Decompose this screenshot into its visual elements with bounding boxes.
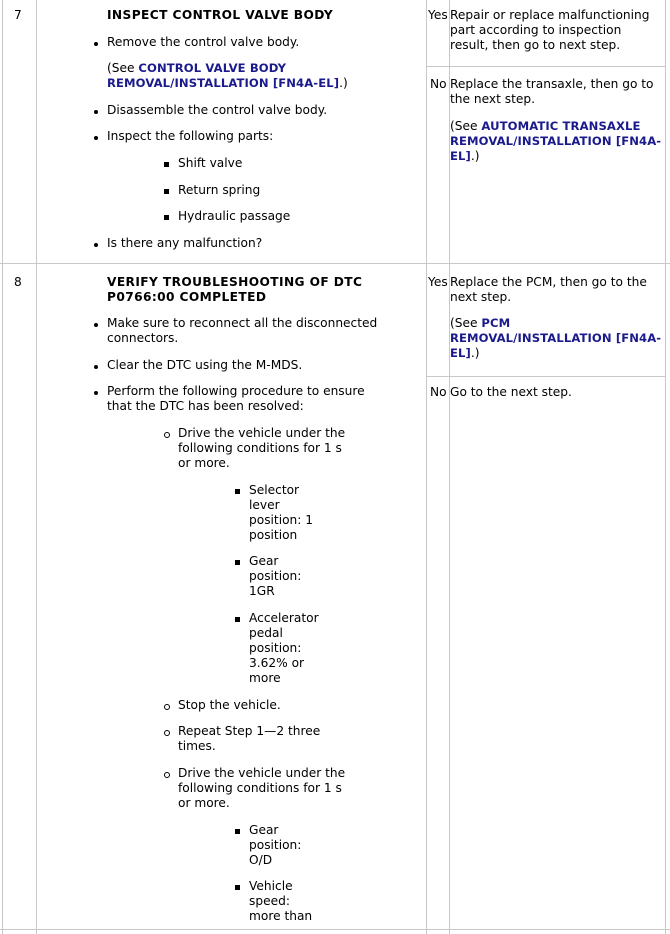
yes-label: Yes (428, 275, 448, 289)
pcm-removal-link-end[interactable]: EL] (450, 346, 471, 360)
step-number: 7 (14, 8, 22, 22)
list-item-cont: lever (249, 498, 280, 512)
see-reference-end: EL].) (450, 346, 480, 360)
list-item-cont: position: 1 (249, 513, 314, 527)
square-bullet-icon (164, 215, 169, 220)
see-reference: (See PCM (450, 316, 511, 330)
yes-action: next step. (450, 290, 512, 304)
list-item: Make sure to reconnect all the disconnected (107, 316, 378, 330)
list-item-cont: connectors. (107, 331, 179, 345)
transaxle-removal-link[interactable]: AUTOMATIC TRANSAXLE (481, 119, 641, 133)
list-item-cont: position (249, 528, 298, 542)
list-item: Perform the following procedure to ensure (107, 384, 365, 398)
column-divider-step (36, 0, 37, 934)
list-item-cont: times. (178, 739, 216, 753)
no-action: Replace the transaxle, then go to (450, 77, 654, 91)
see-reference-end: EL].) (450, 149, 480, 163)
no-label: No (430, 77, 447, 91)
list-item: Accelerator (249, 611, 319, 625)
list-item-cont: position: (249, 569, 302, 583)
list-item: Selector (249, 483, 300, 497)
yes-no-divider-row7 (426, 66, 666, 67)
list-item: Shift valve (178, 156, 243, 170)
list-item-cont: speed: (249, 894, 290, 908)
see-reference: (See CONTROL VALVE BODY (107, 61, 287, 75)
circle-bullet-icon (164, 772, 170, 778)
step-number: 8 (14, 275, 22, 289)
pcm-removal-link[interactable]: PCM (481, 316, 511, 330)
list-item: Return spring (178, 183, 261, 197)
list-item: Repeat Step 1—2 three (178, 724, 321, 738)
see-reference-line2: REMOVAL/INSTALLATION [FN4A-EL].) (107, 76, 348, 90)
column-divider-action (426, 0, 427, 934)
table-border-left (2, 0, 3, 934)
table-border-bottom (0, 929, 670, 930)
list-item: Gear (249, 823, 279, 837)
step-title-line2: P0766:00 COMPLETED (107, 290, 267, 304)
no-label: No (430, 385, 447, 399)
list-item-cont: more (249, 671, 281, 685)
list-item-cont: 3.62% or (249, 656, 305, 670)
bullet-icon (94, 243, 98, 247)
circle-bullet-icon (164, 730, 170, 736)
list-item-cont: that the DTC has been resolved: (107, 399, 304, 413)
yes-action: result, then go to next step. (450, 38, 621, 52)
row-divider (0, 263, 670, 264)
circle-bullet-icon (164, 704, 170, 710)
list-item-cont: or more. (178, 796, 230, 810)
transaxle-removal-link-end[interactable]: EL] (450, 149, 471, 163)
bullet-icon (94, 110, 98, 114)
list-item: Drive the vehicle under the (178, 426, 346, 440)
list-item: Remove the control valve body. (107, 35, 300, 49)
square-bullet-icon (235, 617, 240, 622)
step-title: INSPECT CONTROL VALVE BODY (107, 8, 334, 22)
square-bullet-icon (164, 189, 169, 194)
yes-label: Yes (428, 8, 448, 22)
bullet-icon (94, 365, 98, 369)
list-item: Hydraulic passage (178, 209, 291, 223)
list-item-cont: O/D (249, 853, 273, 867)
list-item: Vehicle (249, 879, 293, 893)
square-bullet-icon (235, 829, 240, 834)
no-action: the next step. (450, 92, 535, 106)
yes-action: part according to inspection (450, 23, 622, 37)
table-border-right (665, 0, 666, 934)
circle-bullet-icon (164, 432, 170, 438)
list-item-cont: position: (249, 641, 302, 655)
step-title: VERIFY TROUBLESHOOTING OF DTC (107, 275, 363, 289)
square-bullet-icon (164, 162, 169, 167)
list-item-cont: more than (249, 909, 313, 923)
control-valve-body-link[interactable]: CONTROL VALVE BODY (138, 61, 287, 75)
list-item: Disassemble the control valve body. (107, 103, 328, 117)
bullet-icon (94, 42, 98, 46)
yes-action: Repair or replace malfunctioning (450, 8, 650, 22)
bullet-icon (94, 136, 98, 140)
yes-no-divider-row8 (426, 376, 666, 377)
square-bullet-icon (235, 489, 240, 494)
list-item-cont: position: (249, 838, 302, 852)
list-item: Drive the vehicle under the (178, 766, 346, 780)
list-item: Inspect the following parts: (107, 129, 274, 143)
list-item: Gear (249, 554, 279, 568)
no-action: Go to the next step. (450, 385, 572, 399)
square-bullet-icon (235, 560, 240, 565)
list-item: Clear the DTC using the M-MDS. (107, 358, 303, 372)
list-item: Stop the vehicle. (178, 698, 281, 712)
see-reference: (See AUTOMATIC TRANSAXLE (450, 119, 641, 133)
transaxle-removal-link-cont[interactable]: REMOVAL/INSTALLATION [FN4A- (450, 134, 662, 148)
pcm-removal-link-cont[interactable]: REMOVAL/INSTALLATION [FN4A- (450, 331, 662, 345)
control-valve-body-link-cont[interactable]: REMOVAL/INSTALLATION [FN4A-EL] (107, 76, 340, 90)
square-bullet-icon (235, 885, 240, 890)
bullet-icon (94, 323, 98, 327)
list-item-cont: following conditions for 1 s (178, 781, 342, 795)
list-item-cont: 1GR (249, 584, 275, 598)
yes-action: Replace the PCM, then go to the (450, 275, 647, 289)
list-item-cont: or more. (178, 456, 230, 470)
list-item-cont: pedal (249, 626, 283, 640)
list-item-cont: following conditions for 1 s (178, 441, 342, 455)
list-item: Is there any malfunction? (107, 236, 263, 250)
bullet-icon (94, 391, 98, 395)
